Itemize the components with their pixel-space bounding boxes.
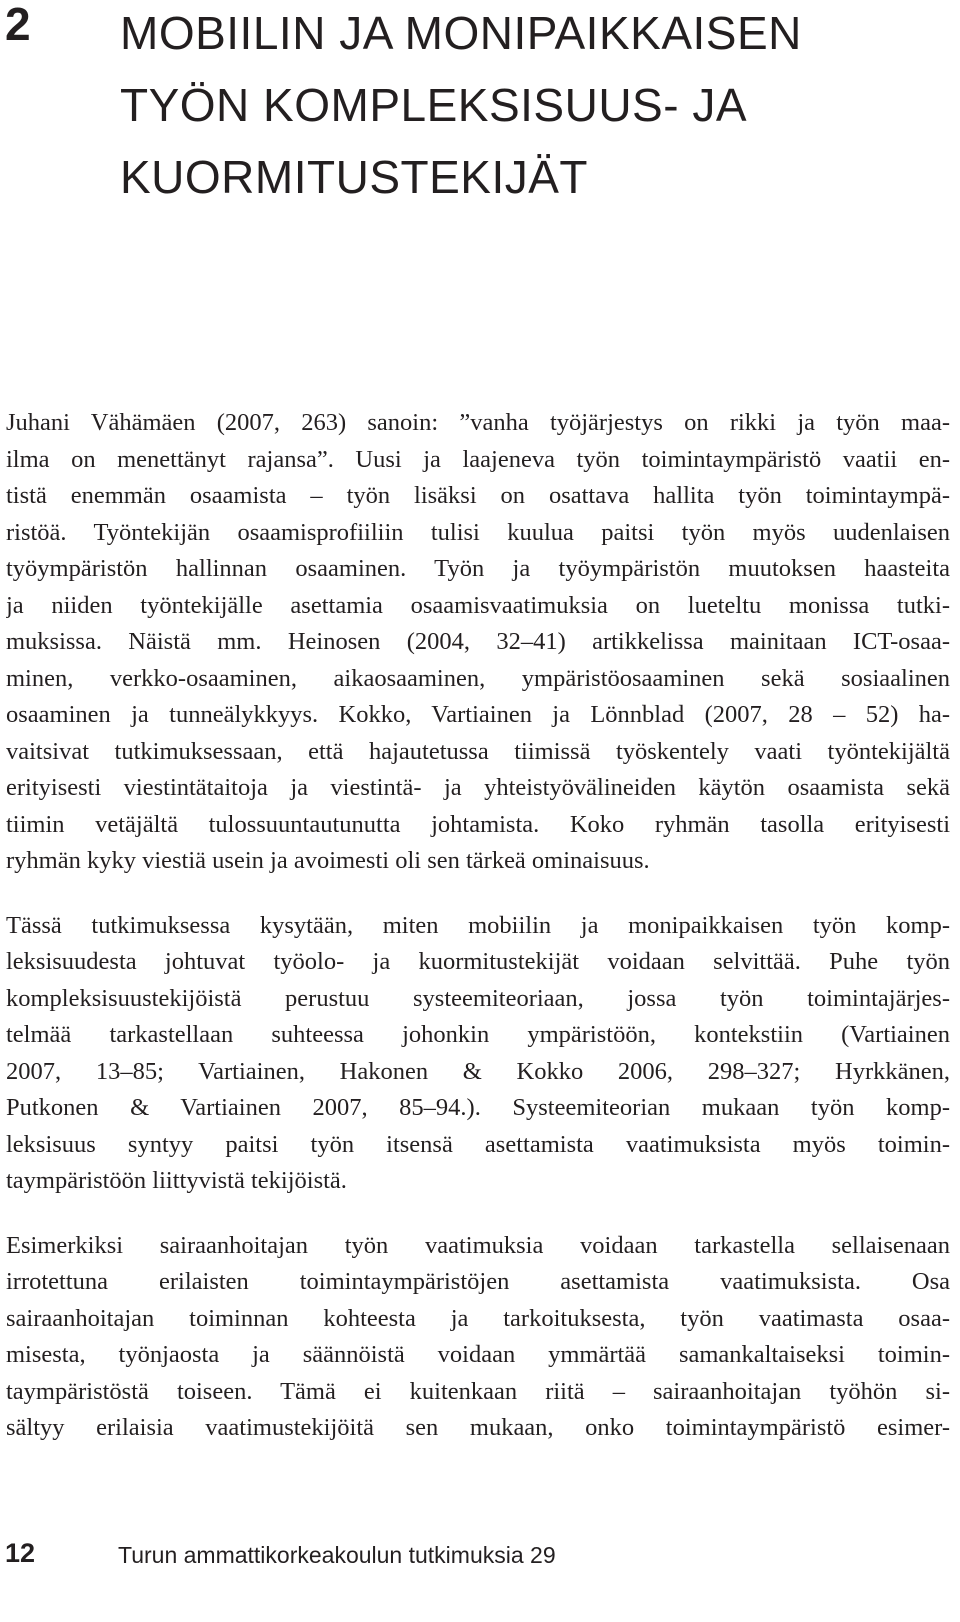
text-line: Juhani Vähämäen (2007, 263) sanoin: ”vanha työjärjestys on rikki ja työn maa- — [6, 409, 950, 436]
text-line: vaitsivat tutkimuksessaan, että hajautetussa tiimissä työskentely vaati työntekijältä — [6, 737, 950, 765]
text-line: tistä enemmän osaamista – työn lisäksi on osattava hallita työn toimintaympä- — [6, 482, 950, 509]
paragraph — [6, 405, 950, 880]
chapter-title-line: TYÖN KOMPLEKSISUUS- JA — [120, 79, 748, 131]
text-line: erityisesti viestintätaitoja ja viestintä- ja yhteistyövälineiden käytön osaamista sekä — [6, 774, 950, 801]
text-line: ristöä. Työntekijän osaamisprofiiliin tulisi kuulua paitsi työn myös uudenlaisen — [6, 518, 950, 546]
page-number: 12 — [5, 1538, 36, 1568]
text-line: Tässä tutkimuksessa kysytään, miten mobiilin ja monipaikkaisen työn komp- — [6, 911, 950, 939]
text-line: leksisuus syntyy paitsi työn itsensä asettamista vaatimuksista myös toimin- — [6, 1130, 950, 1158]
text-line: telmää tarkastellaan suhteessa johonkin ympäristöön, kontekstiin (Vartiainen — [6, 1021, 950, 1048]
text-line: osaaminen ja tunneälykkyys. Kokko, Vartiainen ja Lönnblad (2007, 28 – 52) ha- — [6, 701, 950, 728]
text-line: Putkonen & Vartiainen 2007, 85–94.). Systeemiteorian mukaan työn komp- — [6, 1094, 950, 1121]
text-line: Esimerkiksi sairaanhoitajan työn vaatimuksia voidaan tarkastella sellaisenaan — [6, 1231, 950, 1259]
chapter-title — [120, 0, 940, 213]
chapter-number: 2 — [5, 0, 31, 50]
text-line: sältyy erilaisia vaatimustekijöitä sen mukaan, onko toimintaympäristö esimer- — [6, 1414, 950, 1441]
chapter-title-line: MOBIILIN JA MONIPAIKKAISEN — [120, 7, 802, 59]
text-line: leksisuudesta johtuvat työolo- ja kuormitustekijät voidaan selvittää. Puhe työn — [6, 948, 950, 975]
text-line: irrotettuna erilaisten toimintaympäristöjen asettamista vaatimuksista. Osa — [6, 1268, 950, 1295]
paragraph — [6, 1228, 950, 1447]
page-footer — [5, 1533, 945, 1573]
text-line: sairaanhoitajan toiminnan kohteesta ja tarkoituksesta, työn vaatimasta osaa- — [6, 1304, 950, 1332]
text-line: tiimin vetäjältä tulossuuntautunutta johtamista. Koko ryhmän tasolla erityisesti — [6, 810, 950, 838]
text-line: ryhmän kyky viestiä usein ja avoimesti oli sen tärkeä ominaisuus. — [6, 847, 650, 874]
chapter-title-line: KUORMITUSTEKIJÄT — [120, 151, 589, 203]
body-text — [6, 405, 950, 1475]
paragraph — [6, 908, 950, 1200]
text-line: ja niiden työntekijälle asettamia osaamisvaatimuksia on lueteltu monissa tutki- — [6, 591, 950, 619]
text-line: minen, verkko-osaaminen, aikaosaaminen, ympäristöosaaminen sekä sosiaalinen — [6, 664, 950, 692]
text-line: taympäristöön liittyvistä tekijöistä. — [6, 1167, 347, 1194]
series-title: Turun ammattikorkeakoulun tutkimuksia 29 — [118, 1542, 556, 1568]
text-line: 2007, 13–85; Vartiainen, Hakonen & Kokko 2006, 298–327; Hyrkkänen, — [6, 1057, 950, 1085]
text-line: työympäristön hallinnan osaaminen. Työn ja työympäristön muutoksen haasteita — [6, 555, 950, 582]
text-line: misesta, työnjaosta ja säännöistä voidaan ymmärtää samankaltaiseksi toimin- — [6, 1341, 950, 1368]
text-line: ilma on menettänyt rajansa”. Uusi ja laajeneva työn toimintaympäristö vaatii en- — [6, 445, 950, 473]
text-line: kompleksisuustekijöistä perustuu systeemiteoriaan, jossa työn toimintajärjes- — [6, 984, 950, 1012]
text-line: taympäristöstä toiseen. Tämä ei kuitenkaan riitä – sairaanhoitajan työhön si- — [6, 1377, 950, 1405]
text-line: muksissa. Näistä mm. Heinosen (2004, 32–41) artikkelissa mainitaan ICT-osaa- — [6, 628, 950, 655]
